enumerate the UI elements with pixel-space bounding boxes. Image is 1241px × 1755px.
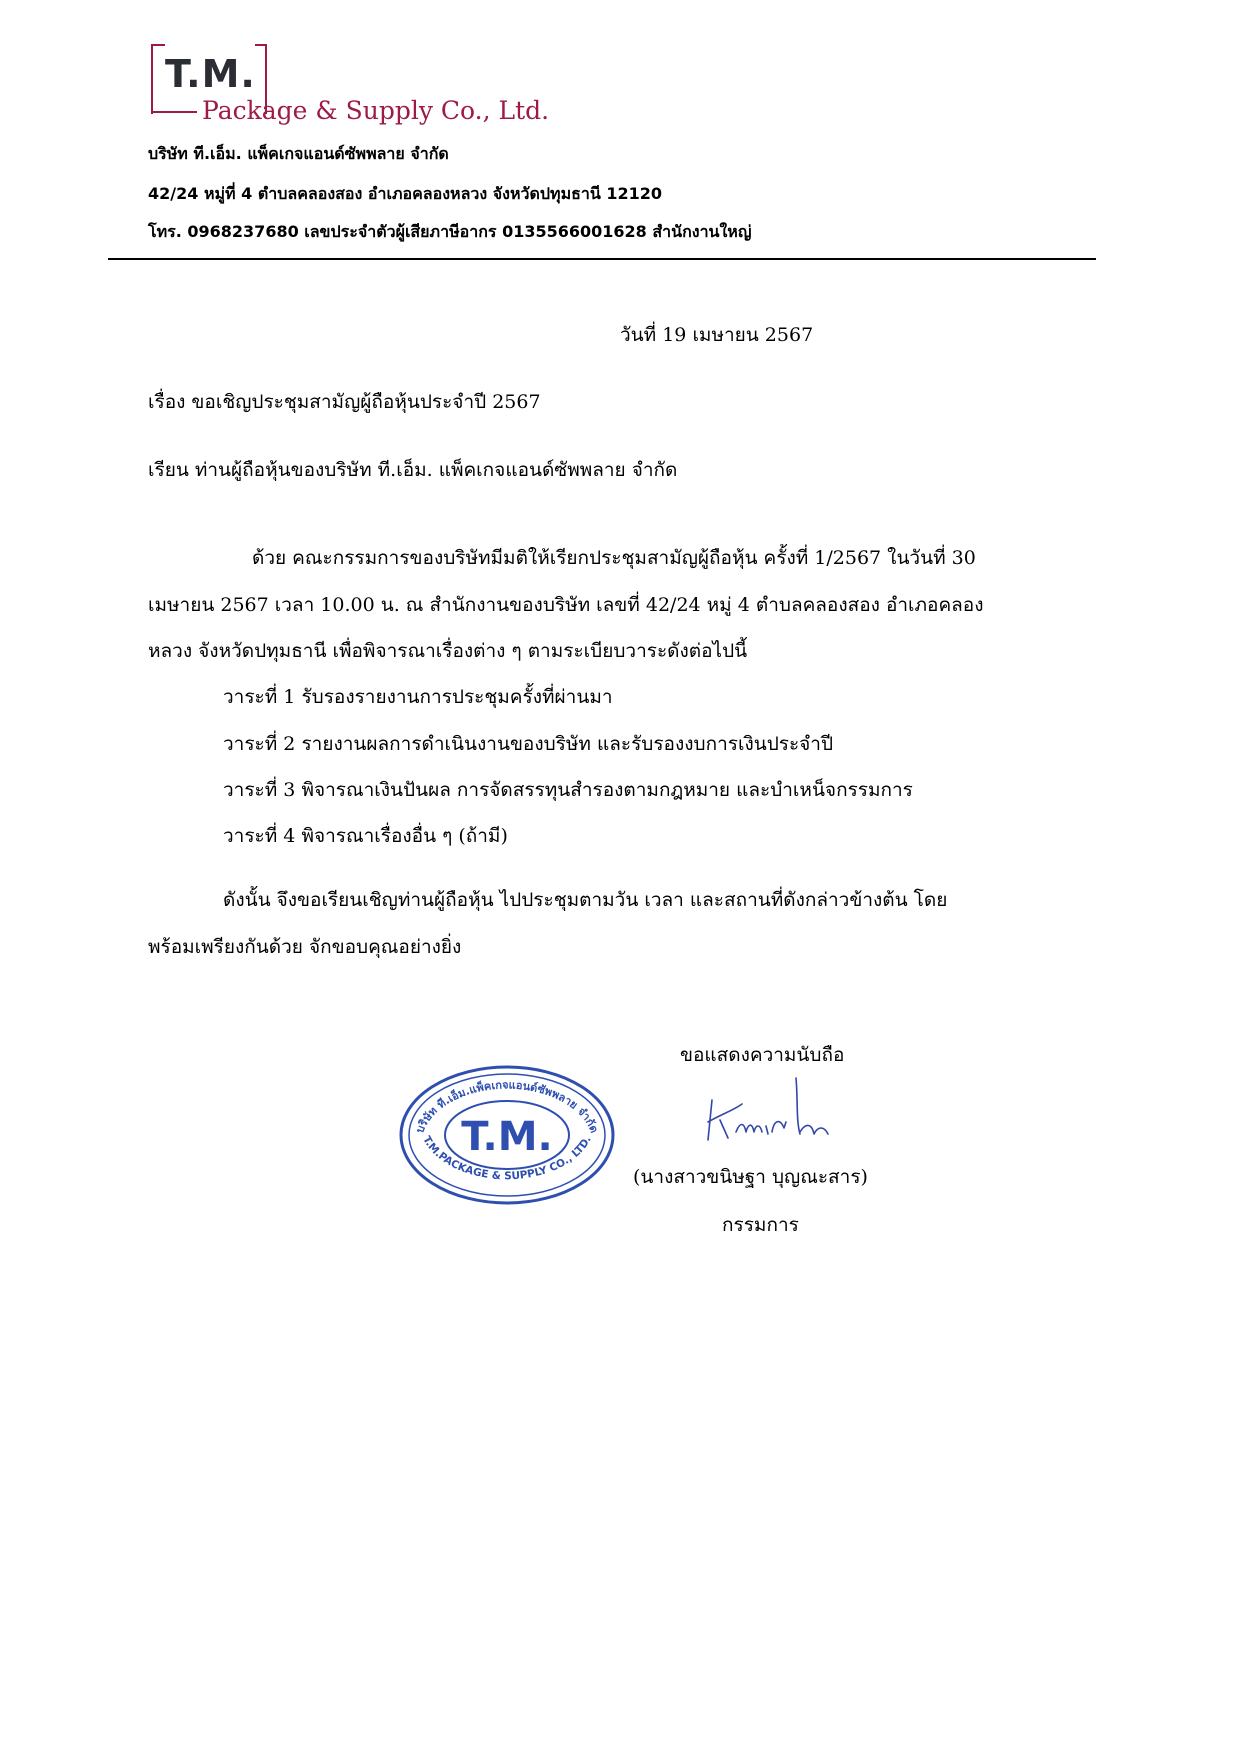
- agenda-item: วาระที่ 1 รับรองรายงานการประชุมครั้งที่ผ่านมา: [223, 686, 613, 708]
- logo-mark: T.M.: [165, 52, 256, 96]
- letter-subject: เรื่อง ขอเชิญประชุมสามัญผู้ถือหุ้นประจำปี 2567: [148, 391, 541, 413]
- signatory-position: กรรมการ: [722, 1214, 799, 1236]
- logo-bracket-gap: [165, 41, 255, 47]
- company-name-thai: บริษัท ที.เอ็ม. แพ็คเกจแอนด์ซัพพลาย จำกัด: [148, 144, 449, 163]
- company-contact: โทร. 0968237680 เลขประจำตัวผู้เสียภาษีอากร 0135566001628 สำนักงานใหญ่: [148, 222, 752, 241]
- company-stamp: [398, 1064, 616, 1206]
- letter-date: วันที่ 19 เมษายน 2567: [620, 324, 814, 346]
- stamp-center-text: T.M.: [461, 1114, 553, 1160]
- stamp-ring-top: บริษัท ที.เอ็ม.แพ็คเกจแอนด์ซัพพลาย จำกัด: [413, 1078, 601, 1135]
- logo-company-name: Package & Supply Co., Ltd.: [202, 96, 550, 125]
- signatory-name: (นางสาวขนิษฐา บุญณะสาร): [633, 1166, 868, 1188]
- company-address: 42/24 หมู่ที่ 4 ตำบลคลองสอง อำเภอคลองหลวง จังหวัดปทุมธานี 12120: [148, 184, 663, 203]
- header-divider: [108, 258, 1096, 260]
- handwritten-signature: [700, 1070, 850, 1148]
- stamp-ring-bottom: T.M.PACKAGE & SUPPLY CO., LTD.: [420, 1134, 594, 1183]
- agenda-item: วาระที่ 3 พิจารณาเงินปันผล การจัดสรรทุนสำรองตามกฎหมาย และบำเหน็จกรรมการ: [223, 779, 913, 801]
- agenda-item: วาระที่ 4 พิจารณาเรื่องอื่น ๆ (ถ้ามี): [223, 825, 508, 847]
- paragraph-line: เมษายน 2567 เวลา 10.00 น. ณ สำนักงานของบริษัท เลขที่ 42/24 หมู่ 4 ตำบลคลองสอง อำเภอคลอง: [148, 594, 984, 616]
- paragraph-line: พร้อมเพรียงกันด้วย จักขอบคุณอย่างยิ่ง: [148, 936, 462, 958]
- agenda-item: วาระที่ 2 รายงานผลการดำเนินงานของบริษัท และรับรองงบการเงินประจำปี: [223, 733, 834, 755]
- letter-closing: ขอแสดงความนับถือ: [680, 1044, 845, 1066]
- logo-underline: [151, 111, 197, 113]
- paragraph-line: ดังนั้น จึงขอเรียนเชิญท่านผู้ถือหุ้น ไปประชุมตามวัน เวลา และสถานที่ดังกล่าวข้างต้น โดย: [223, 889, 948, 911]
- paragraph-line: ด้วย คณะกรรมการของบริษัทมีมติให้เรียกประชุมสามัญผู้ถือหุ้น ครั้งที่ 1/2567 ในวันที่ 30: [252, 547, 976, 569]
- paragraph-line: หลวง จังหวัดปทุมธานี เพื่อพิจารณาเรื่องต่าง ๆ ตามระเบียบวาระดังต่อไปนี้: [148, 640, 748, 662]
- letter-recipient: เรียน ท่านผู้ถือหุ้นของบริษัท ที.เอ็ม. แพ็คเกจแอนด์ซัพพลาย จำกัด: [148, 459, 678, 481]
